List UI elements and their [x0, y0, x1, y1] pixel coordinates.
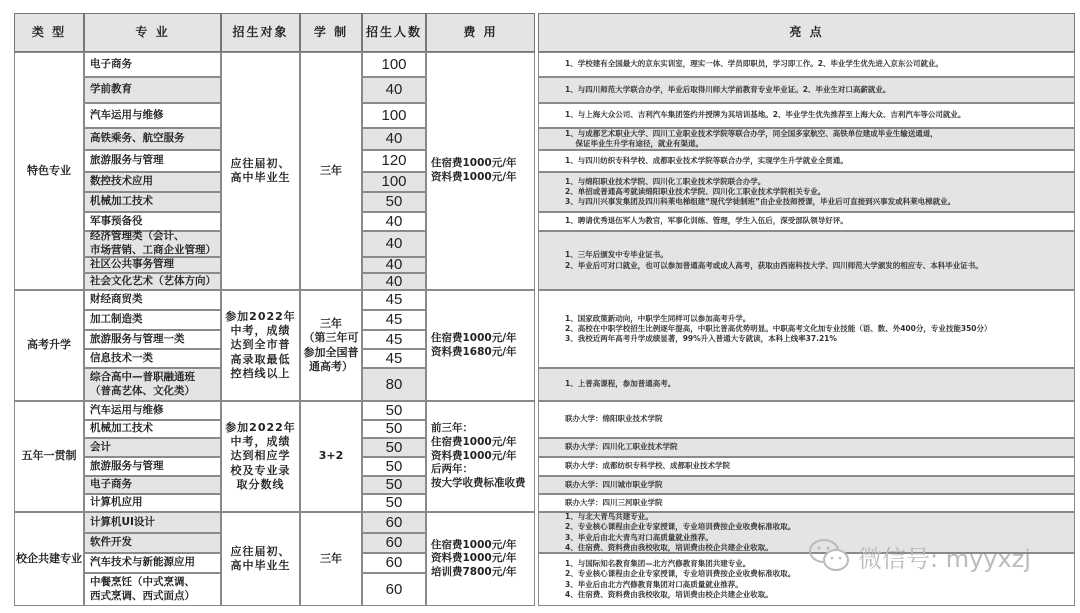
enrollment-count: 80 — [362, 368, 426, 401]
major-name: 机械加工技术 — [84, 192, 221, 212]
enrollment-count: 40 — [362, 257, 426, 273]
highlight-line: 3、毕业后由北方汽修教育集团对口高质量就业推荐。 — [565, 579, 743, 589]
highlight-cell — [538, 128, 1075, 150]
highlight-cell — [538, 494, 1075, 512]
enrollment-count: 40 — [362, 128, 426, 150]
enrollment-count: 50 — [362, 420, 426, 438]
enrollment-target: 应往届初、 高中毕业生 — [221, 512, 300, 606]
highlight-line: 2、单招或普通高考就读绵阳职业技术学院、四川化工职业技术学院相关专业。 — [565, 186, 826, 196]
major-name: 计算机应用 — [84, 494, 221, 512]
highlight-cell — [538, 290, 1075, 368]
enrollment-count: 50 — [362, 494, 426, 512]
major-name: 会计 — [84, 438, 221, 457]
highlight-cell — [538, 150, 1075, 172]
enrollment-count: 60 — [362, 553, 426, 573]
highlight-line: 1、国家政策新动向，中职学生同样可以参加高考升学。 — [565, 313, 751, 323]
header-type: 类 型 — [14, 13, 84, 52]
highlight-cell — [538, 553, 1075, 606]
enrollment-count: 40 — [362, 273, 426, 290]
highlight-cell — [538, 512, 1075, 553]
enrollment-count: 60 — [362, 533, 426, 553]
highlight-cell — [538, 212, 1075, 231]
major-name: 计算机UI设计 — [84, 512, 221, 533]
major-name: 社区公共事务管理 — [84, 257, 221, 273]
header-duration: 学 制 — [300, 13, 362, 52]
major-name: 旅游服务与管理 — [84, 457, 221, 476]
category-type: 特色专业 — [14, 52, 84, 290]
major-name: 财经商贸类 — [84, 290, 221, 310]
enrollment-count: 40 — [362, 77, 426, 103]
highlight-cell — [538, 457, 1075, 476]
highlight-line: 1、与四川纺织专科学校、成都职业技术学院等联合办学，实现学生升学就业全贯通。 — [565, 155, 848, 165]
major-name: 军事预备役 — [84, 212, 221, 231]
enrollment-count: 100 — [362, 52, 426, 77]
highlight-cell — [538, 77, 1075, 103]
highlight-line: 联办大学：成都纺织专科学校、成都职业技术学院 — [565, 461, 730, 471]
enrollment-count: 60 — [362, 512, 426, 533]
major-name: 汽车运用与维修 — [84, 401, 221, 420]
highlight-line: 1、与绵阳职业技术学院、四川化工职业技术学院联合办学。 — [565, 176, 766, 186]
major-name: 加工制造类 — [84, 310, 221, 330]
fees: 住宿费1000元/年 资料费1680元/年 — [426, 290, 535, 401]
enrollment-target: 参加2022年 中考，成绩 达到相应学 校及专业录 取分数线 — [221, 401, 300, 512]
enrollment-count: 40 — [362, 212, 426, 231]
highlight-line: 1、与北大青鸟共建专业。 — [565, 512, 653, 522]
enrollment-count: 100 — [362, 172, 426, 192]
highlight-line: 2、专业核心课程由企业专家授课，专业培训费按企业收费标准收取。 — [565, 569, 796, 579]
highlight-line: 2、专业核心课程由企业专家授课，专业培训费按企业收费标准收取。 — [565, 522, 796, 532]
study-duration: 3+2 — [300, 401, 362, 512]
enrollment-count: 45 — [362, 330, 426, 349]
major-name: 数控技术应用 — [84, 172, 221, 192]
fees: 住宿费1000元/年 资料费1000元/年 培训费7800元/年 — [426, 512, 535, 606]
category-type: 高考升学 — [14, 290, 84, 401]
highlight-line: 1、上普高课程，参加普通高考。 — [565, 379, 676, 389]
highlight-cell — [538, 231, 1075, 290]
enrollment-count: 50 — [362, 192, 426, 212]
highlight-line: 1、学校建有全国最大的京东实训室，理实一体、学员即职员，学习即工作。2、毕业学生优先进入京东公司就业。 — [565, 59, 943, 69]
study-duration: 三年 — [300, 512, 362, 606]
highlight-cell — [538, 172, 1075, 212]
enrollment-target: 应往届初、 高中毕业生 — [221, 52, 300, 290]
fees: 住宿费1000元/年 资料费1000元/年 — [426, 52, 535, 290]
enrollment-count: 60 — [362, 573, 426, 606]
highlight-line: 联办大学：绵阳职业技术学院 — [565, 414, 663, 424]
highlight-line: 4、住宿费、资料费由我校收取，培训费由校企共建企业收取。 — [565, 589, 773, 599]
highlight-line: 联办大学：四川三河职业学院 — [565, 497, 663, 507]
highlight-line: 3、毕业后由北大青鸟对口高质量就业推荐。 — [565, 532, 713, 542]
header-count: 招生人数 — [362, 13, 426, 52]
major-name: 汽车技术与新能源应用 — [84, 553, 221, 573]
highlight-line: 4、住宿费、资料费由我校收取，培训费由校企共建企业收取。 — [565, 542, 773, 552]
study-duration: 三年 （第三年可 参加全国普 通高考） — [300, 290, 362, 401]
highlight-line: 1、与成都艺术职业大学、四川工业职业技术学院等联合办学，同全国多家航空、高铁单位建成毕业生输送通道， — [565, 128, 938, 138]
enrollment-target: 参加2022年 中考，成绩 达到全市普 高录取最低 控档线以上 — [221, 290, 300, 401]
highlight-line: 3、与四川兴事发集团及四川科莱电梯组建“现代学徒制班”由企业技师授课，毕业后可直接到兴事发或科莱电梯就业。 — [565, 197, 956, 207]
enrollment-count: 45 — [362, 310, 426, 330]
enrollment-count: 120 — [362, 150, 426, 172]
highlight-cell — [538, 368, 1075, 401]
major-name: 学前教育 — [84, 77, 221, 103]
highlight-cell — [538, 103, 1075, 128]
enrollment-count: 50 — [362, 438, 426, 457]
enrollment-count: 50 — [362, 476, 426, 494]
watermark-text: 微信号: myyxzj — [858, 544, 1031, 573]
highlight-cell — [538, 438, 1075, 457]
major-name: 中餐烹饪（中式烹调、 西式烹调、西式面点） — [84, 573, 221, 606]
highlight-line: 1、三年后颁发中专毕业证书。 — [565, 250, 668, 260]
major-name: 机械加工技术 — [84, 420, 221, 438]
major-name: 社会文化艺术（艺体方向） — [84, 273, 221, 290]
highlight-cell — [538, 52, 1075, 77]
header-target: 招生对象 — [221, 13, 300, 52]
enrollment-count: 45 — [362, 290, 426, 310]
major-name: 综合高中—普职融通班 （普高艺体、文化类） — [84, 368, 221, 401]
enrollment-count: 50 — [362, 401, 426, 420]
enrollment-count: 100 — [362, 103, 426, 128]
major-name: 高铁乘务、航空服务 — [84, 128, 221, 150]
header-highlights: 亮 点 — [538, 13, 1075, 52]
enrollment-count: 50 — [362, 457, 426, 476]
highlight-line: 1、与国际知名教育集团—北方汽修教育集团共建专业。 — [565, 559, 751, 569]
highlight-cell — [538, 401, 1075, 438]
enrollment-count: 45 — [362, 349, 426, 368]
major-name: 信息技术一类 — [84, 349, 221, 368]
highlight-cell — [538, 476, 1075, 494]
major-name: 电子商务 — [84, 52, 221, 77]
header-major: 专 业 — [84, 13, 221, 52]
highlight-line: 联办大学：四川化工职业技术学院 — [565, 442, 678, 452]
highlight-line: 1、聘请优秀退伍军人为教官，军事化训练、管理，学生入伍后，深受部队领导好评。 — [565, 216, 848, 226]
major-name: 电子商务 — [84, 476, 221, 494]
major-name: 经济管理类（会计、 市场营销、工商企业管理） — [84, 231, 221, 257]
highlight-line: 2、高校在中职学校招生比例逐年提高，中职比普高优势明显。中职高考文化加专业技能（语、数、外400分，专业技能350分） — [565, 323, 992, 333]
highlight-line: 2、毕业后可对口就业，也可以参加普通高考或成人高考，获取由西南科技大学、四川师范大学颁发的相应专、本科毕业证书。 — [565, 260, 983, 270]
highlight-line: 联办大学：四川城市职业学院 — [565, 479, 663, 489]
category-type: 校企共建专业 — [14, 512, 84, 606]
major-name: 软件开发 — [84, 533, 221, 553]
study-duration: 三年 — [300, 52, 362, 290]
highlight-line: 3、我校近两年高考升学成绩显著，99%升入普通大专就读，本科上线率37.21% — [565, 334, 837, 344]
category-type: 五年一贯制 — [14, 401, 84, 512]
enrollment-count: 40 — [362, 231, 426, 257]
highlight-line: 1、与上海大众公司、吉利汽车集团签约并授牌为其培训基地。2、毕业学生优先推荐至上海大众、吉利汽车等公司就业。 — [565, 110, 966, 120]
highlight-line: 1、与四川师范大学联合办学，毕业后取得川师大学前教育专业毕业证。2、毕业生对口高薪就业。 — [565, 84, 891, 94]
highlight-line: 保证毕业生升学有途径，就业有渠道。 — [565, 139, 703, 148]
major-name: 汽车运用与维修 — [84, 103, 221, 128]
major-name: 旅游服务与管理 — [84, 150, 221, 172]
major-name: 旅游服务与管理一类 — [84, 330, 221, 349]
header-fee: 费 用 — [426, 13, 535, 52]
fees: 前三年： 住宿费1000元/年 资料费1000元/年 后两年： 按大学收费标准收费 — [426, 401, 535, 512]
